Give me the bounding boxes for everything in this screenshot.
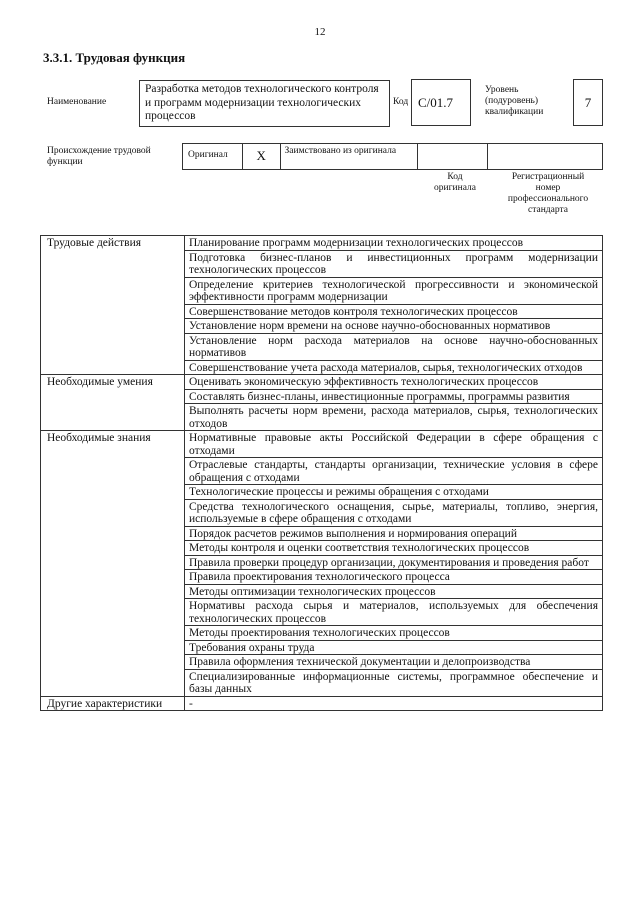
code-original-label-line-2: оригинала bbox=[434, 183, 476, 193]
knowledge-item: Правила проектирования технологического процесса bbox=[185, 570, 603, 585]
knowledge-item: Отраслевые стандарты, стандарты организации, технические условия в сфере обращения с отходами bbox=[185, 458, 603, 485]
section-title: 3.3.1. Трудовая функция bbox=[43, 50, 186, 65]
level-value-box: 7 bbox=[573, 79, 603, 126]
knowledge-item: Методы проектирования технологических процессов bbox=[185, 626, 603, 641]
skills-label: Необходимые умения bbox=[41, 375, 185, 431]
knowledge-item: Нормативные правовые акты Российской Федерации в сфере обращения с отходами bbox=[185, 431, 603, 458]
knowledge-item: Специализированные информационные системы, программное обеспечение и базы данных bbox=[185, 669, 603, 696]
original-mark: X bbox=[243, 144, 281, 169]
code-original-label-line-1: Код bbox=[447, 172, 463, 182]
table-row bbox=[41, 236, 603, 251]
action-item: Совершенствование учета расхода материалов, сырья, технологических отходов bbox=[185, 360, 603, 375]
page-number: 12 bbox=[314, 26, 326, 38]
other-value: - bbox=[185, 696, 603, 711]
origin-label bbox=[47, 146, 151, 168]
action-item: Определение критериев технологической прогрессивности и экономической эффективности программ модернизации bbox=[185, 277, 603, 304]
knowledge-item: Правила проверки процедур организации, документирования и проведения работ bbox=[185, 555, 603, 570]
code-original-label bbox=[425, 172, 485, 194]
reg-number-label-line-1: Регистрационный bbox=[511, 172, 585, 182]
function-name-box: Разработка методов технологического контроля и программ модернизации технологических процессов bbox=[139, 80, 390, 127]
skill-item: Составлять бизнес-планы, инвестиционные программы, программы развития bbox=[185, 389, 603, 404]
actions-label: Трудовые действия bbox=[41, 236, 185, 375]
skill-item: Выполнять расчеты норм времени, расхода материалов, сырья, технологических отходов bbox=[185, 404, 603, 431]
name-label: Наименование bbox=[47, 97, 107, 107]
function-code-box: C/01.7 bbox=[411, 79, 471, 126]
action-item: Планирование программ модернизации технологических процессов bbox=[185, 236, 603, 251]
level-label-line-3: квалификации bbox=[485, 107, 544, 117]
knowledge-item: Требования охраны труда bbox=[185, 640, 603, 655]
borrowed-label: Заимствовано из оригинала bbox=[281, 144, 418, 169]
knowledge-label: Необходимые знания bbox=[41, 431, 185, 697]
reg-number-label-line-2: номер bbox=[535, 183, 561, 193]
knowledge-item: Технологические процессы и режимы обращения с отходами bbox=[185, 485, 603, 500]
action-item: Установление норм времени на основе научно-обоснованных нормативов bbox=[185, 319, 603, 334]
other-label: Другие характеристики bbox=[41, 696, 185, 711]
skill-item: Оценивать экономическую эффективность технологических процессов bbox=[185, 375, 603, 390]
table-row bbox=[41, 696, 603, 711]
origin-label-line-2: функции bbox=[47, 157, 83, 167]
code-original-cell bbox=[418, 144, 488, 169]
knowledge-item: Порядок расчетов режимов выполнения и нормирования операций bbox=[185, 526, 603, 541]
origin-table bbox=[182, 143, 603, 170]
table-row bbox=[41, 375, 603, 390]
level-label-line-2: (подуровень) bbox=[485, 96, 539, 106]
reg-number-label-line-3: профессионального bbox=[507, 194, 589, 204]
reg-number-cell bbox=[488, 144, 602, 169]
original-label: Оригинал bbox=[183, 144, 243, 169]
knowledge-item: Правила оформления технической документации и делопроизводства bbox=[185, 655, 603, 670]
level-label-line-1: Уровень bbox=[485, 85, 519, 95]
reg-number-label-line-4: стандарта bbox=[528, 205, 568, 215]
knowledge-item: Методы оптимизации технологических процессов bbox=[185, 584, 603, 599]
characteristics-table bbox=[40, 235, 603, 711]
knowledge-item: Методы контроля и оценки соответствия технологических процессов bbox=[185, 541, 603, 556]
reg-number-label bbox=[493, 172, 603, 216]
table-row bbox=[41, 431, 603, 458]
action-item: Установление норм расхода материалов на основе научно-обоснованных нормативов bbox=[185, 333, 603, 360]
origin-label-line-1: Происхождение трудовой bbox=[47, 146, 151, 156]
level-label bbox=[485, 85, 543, 118]
knowledge-item: Средства технологического оснащения, сырье, материалы, топливо, энергия, используемые в сфере обращения с отходами bbox=[185, 499, 603, 526]
code-label: Код bbox=[393, 97, 409, 107]
knowledge-item: Нормативы расхода сырья и материалов, используемых для обеспечения технологических процессов bbox=[185, 599, 603, 626]
action-item: Подготовка бизнес-планов и инвестиционных программ модернизации технологических процессов bbox=[185, 250, 603, 277]
action-item: Совершенствование методов контроля технологических процессов bbox=[185, 304, 603, 319]
